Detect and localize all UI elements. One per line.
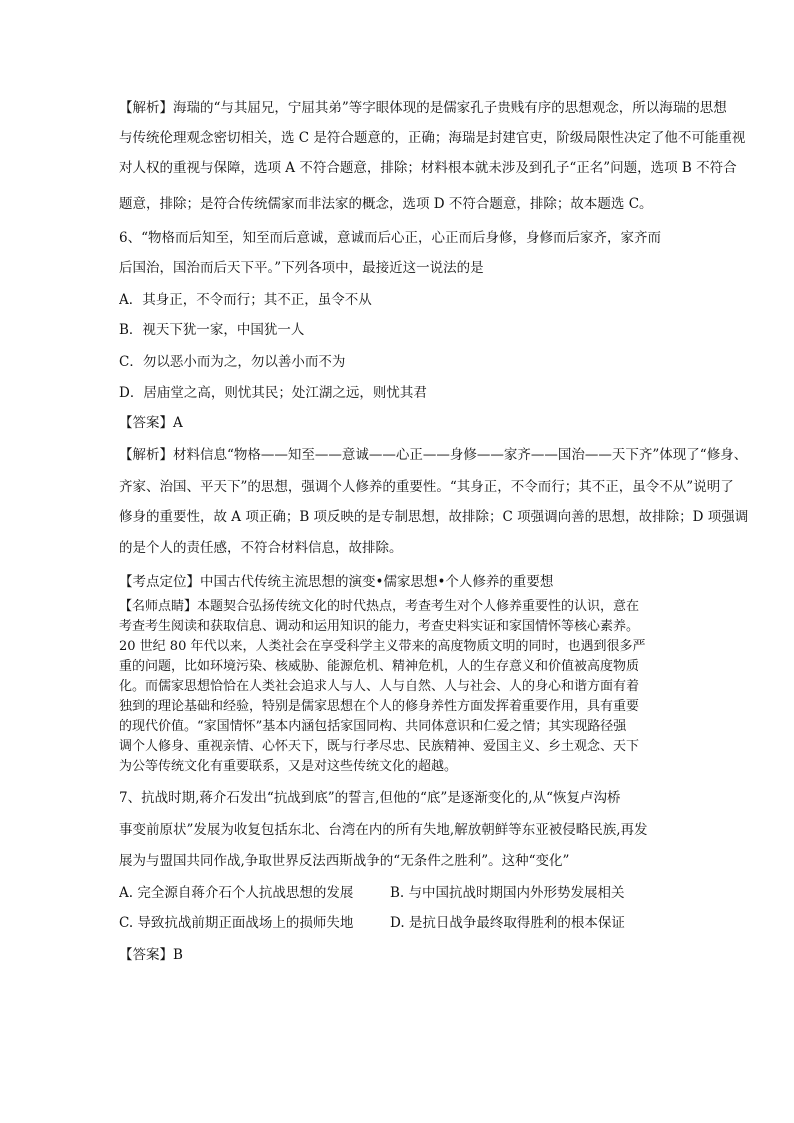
analysis5-line-3: 对人权的重视与保障，选项 A 不符合题意，排除；材料根本就未涉及到孔子“正名”问题，选项 B 不符合 [119, 160, 737, 176]
q6-stem-line-1: 6、“物格而后知至，知至而后意诚，意诚而后心正，心正而后身修，身修而后家齐，家齐而 [119, 230, 661, 246]
q7-option-a: A. 完全源自蒋介石个人抗战思想的发展 [119, 885, 354, 901]
q6-answer: 【答案】A [119, 415, 183, 431]
q6-mingshi-line-2: 考查考生阅读和获取信息、调动和运用知识的能力，考查史料实证和家国情怀等核心素养。 [119, 619, 640, 634]
q6-option-c: C．勿以恶小而为之，勿以善小而不为 [119, 354, 346, 370]
q6-analysis-line-1: 【解析】材料信息“物格——知至——意诚——心正——身修——家齐——国治——天下齐”体现了“修身、 [119, 447, 748, 463]
q6-analysis-line-2: 齐家、治国、平天下”的思想，强调个人修养的重要性。“其身正，不令而行；其不正，虽令不从”说明了 [119, 479, 734, 495]
q6-mingshi-line-6: 独到的理论基础和经验，特别是儒家思想在个人的修身养性方面发挥着重要作用，具有重要 [119, 699, 640, 714]
q7-option-b: B. 与中国抗战时期国内外形势发展相关 [390, 885, 625, 901]
q6-mingshi-line-3: 20 世纪 80 年代以来，人类社会在享受科学主义带来的高度物质文明的同时，也遇到很多严 [119, 639, 646, 654]
q6-mingshi-line-7: 的现代价值。“家国情怀”基本内涵包括家国同构、共同体意识和仁爱之情；其实现路径强 [119, 719, 627, 734]
q6-analysis-line-3: 修身的重要性，故 A 项正确；B 项反映的是专制思想，故排除；C 项强调向善的思想，故排除；D 项强调 [119, 509, 749, 525]
q6-stem-line-2: 后国治，国治而后天下平。”下列各项中，最接近这一说法的是 [119, 260, 484, 276]
q6-mingshi-line-9: 为公等传统文化有重要联系，又是对这些传统文化的超越。 [119, 759, 458, 774]
q6-mingshi-line-8: 调个人修身、重视亲情、心怀天下，既与行孝尽忠、民族精神、爱国主义、乡土观念、天下 [119, 739, 640, 754]
q6-mingshi-line-4: 重的问题，比如环境污染、核威胁、能源危机、精神危机，人的生存意义和价值被高度物质 [119, 659, 640, 674]
analysis5-line-2: 与传统伦理观念密切相关，选 C 是符合题意的，正确；海瑞是封建官吏，阶级局限性决定了他不可能重视 [119, 130, 746, 146]
q6-option-b: B．视天下犹一家，中国犹一人 [119, 322, 305, 338]
q6-analysis-line-4: 的是个人的责任感，不符合材料信息，故排除。 [119, 540, 403, 556]
q7-stem-line-1: 7、抗战时期,蒋介石发出“抗战到底”的誓言,但他的“底”是逐渐变化的,从“恢复卢沟桥 [119, 790, 621, 806]
analysis5-line-1: 【解析】海瑞的“与其屈兄，宁屈其弟”等字眼体现的是儒家孔子贵贱有序的思想观念，所以海瑞的思想 [119, 100, 727, 116]
q7-option-c: C. 导致抗战前期正面战场上的损师失地 [119, 915, 354, 931]
q7-answer: 【答案】B [119, 947, 183, 963]
q6-option-d: D．居庙堂之高，则忧其民；处江湖之远，则忧其君 [119, 385, 427, 401]
q7-option-d: D. 是抗日战争最终取得胜利的根本保证 [390, 915, 625, 931]
q7-stem-line-2: 事变前原状”发展为收复包括东北、台湾在内的所有失地,解放朝鲜等东亚被侵略民族,再发 [119, 822, 648, 838]
q6-mingshi-line-1: 【名师点睛】本题契合弘扬传统文化的时代热点，考查考生对个人修养重要性的认识，意在 [119, 599, 640, 614]
analysis5-line-4: 题意，排除；是符合传统儒家而非法家的概念，选项 D 不符合题意，排除；故本题选 C。 [119, 196, 653, 212]
q7-stem-line-3: 展为与盟国共同作战,争取世界反法西斯战争的“无条件之胜利”。这种“变化” [119, 853, 570, 869]
q6-mingshi-line-5: 化。而儒家思想恰恰在人类社会追求人与人、人与自然、人与社会、人的身心和谐方面有着 [119, 679, 640, 694]
q6-kaodian: 【考点定位】中国古代传统主流思想的演变•儒家思想•个人修养的重要想 [119, 574, 554, 590]
q6-option-a: A．其身正，不令而行；其不正，虽令不从 [119, 292, 372, 308]
